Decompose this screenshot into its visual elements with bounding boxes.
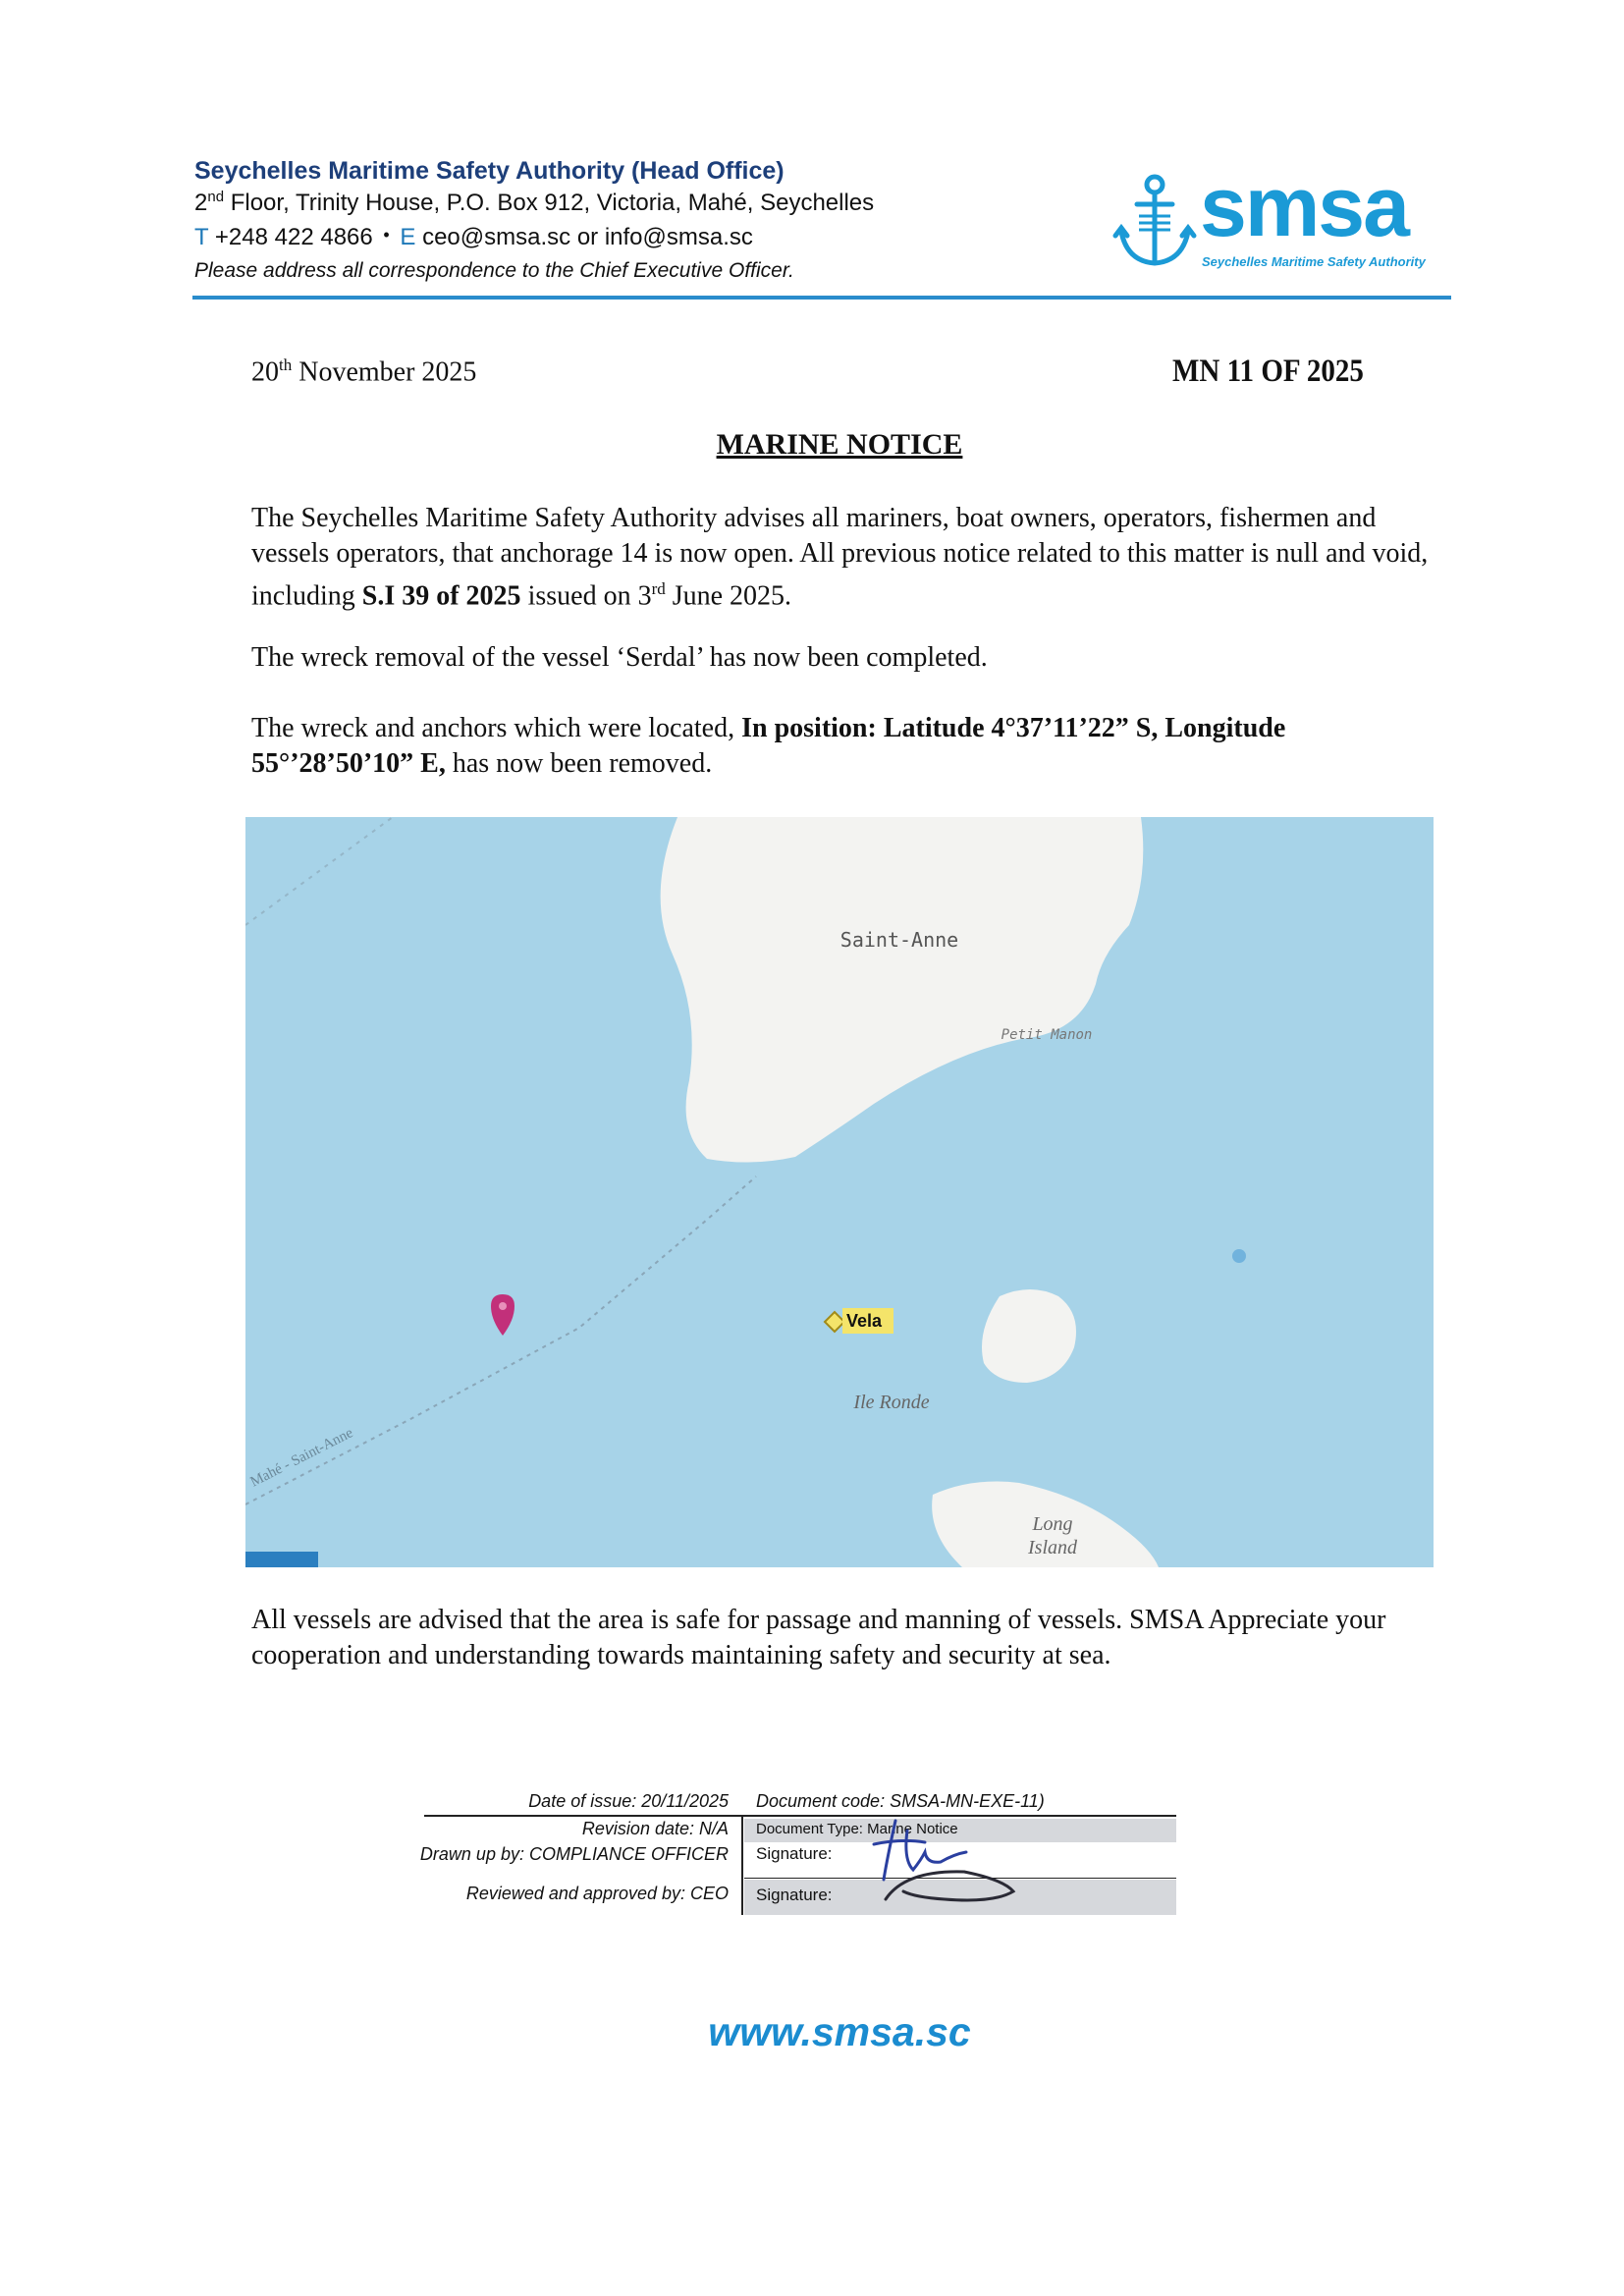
p1-sup: rd	[651, 579, 666, 598]
org-contact	[194, 224, 753, 251]
page-title: MARINE NOTICE	[716, 428, 963, 461]
logo-subtitle: Seychelles Maritime Safety Authority	[1202, 254, 1426, 269]
website-link[interactable]: www.smsa.sc	[708, 2009, 971, 2054]
map-label-petit-manon: Petit Manon	[1001, 1027, 1093, 1043]
address-text: Floor, Trinity House, P.O. Box 912, Victoria, Mahé, Seychelles	[224, 190, 875, 216]
map-label-saint-anne: Saint-Anne	[839, 928, 959, 952]
date-suffix: th	[279, 355, 293, 374]
map-label-route: Mahé - Saint-Anne	[247, 1425, 356, 1491]
correspondence-note: Please address all correspondence to the Chief Executive Officer.	[194, 259, 794, 282]
p3-bold-position: In position: Latitude 4°37’11’22” S, Longitude 55°’28’50’10” E,	[251, 713, 1286, 779]
notice-date	[251, 355, 476, 388]
handwritten-signature	[856, 1801, 1033, 1919]
doc-control-rule-top	[424, 1815, 1176, 1817]
header-rule	[192, 296, 1451, 300]
anchor-logo-icon	[1110, 171, 1200, 273]
date-of-issue: Date of issue: 20/11/2025	[528, 1791, 729, 1811]
document-code: Document code: SMSA-MN-EXE-11)	[756, 1791, 1045, 1811]
p3-text-a: The wreck and anchors which were located,	[251, 713, 742, 743]
p3-text-b: has now been removed.	[445, 748, 713, 779]
floor-number: 2	[194, 190, 208, 216]
signature-label-2: Signature:	[756, 1886, 833, 1904]
map-canvas	[245, 817, 1434, 1567]
revision-date: Revision date: N/A	[581, 1819, 729, 1838]
floor-suffix: nd	[207, 189, 225, 205]
p1-bold: S.I 39 of 2025	[361, 580, 521, 612]
map-label-vela: Vela	[846, 1311, 883, 1331]
p1-text-b: issued on 3	[520, 580, 652, 612]
paragraph-anchorage	[251, 501, 1430, 614]
phone-number[interactable]: +248 422 4866	[214, 224, 373, 250]
separator-bullet: •	[383, 225, 390, 245]
map-label-island: Island	[1028, 1537, 1077, 1558]
doc-control-divider	[741, 1817, 743, 1915]
map-label-ile-ronde: Ile Ronde	[853, 1392, 930, 1413]
p1-text-a: The Seychelles Maritime Safety Authority advises all mariners, boat owners, operators, fishermen and vessels operators, that anchorage 14 is now open. All previous notice related to this matter is null and void, including	[251, 503, 1429, 612]
org-address	[194, 189, 874, 217]
date-month-year: November 2025	[292, 356, 477, 388]
email-label: E	[400, 224, 416, 250]
reviewed-approved-by: Reviewed and approved by: CEO	[465, 1884, 729, 1903]
notice-number: MN 11 OF 2025	[1172, 354, 1364, 389]
paragraph-wreck-removal: The wreck removal of the vessel ‘Serdal’ has now been completed.	[251, 642, 988, 673]
signature-label-1: Signature:	[756, 1844, 833, 1863]
document-type: Document Type: Marine Notice	[756, 1821, 958, 1837]
date-day: 20	[251, 356, 279, 388]
drawn-up-by: Drawn up by: COMPLIANCE OFFICER	[419, 1844, 729, 1864]
org-name: Seychelles Maritime Safety Authority (Head Office)	[194, 157, 785, 185]
location-map	[245, 817, 1434, 1567]
logo-wordmark: smsa	[1200, 160, 1408, 254]
paragraph-safe-passage: All vessels are advised that the area is safe for passage and manning of vessels. SMSA Appreciate your cooperation and understanding towards maintaining safety and security at sea.	[251, 1605, 1386, 1670]
phone-label: T	[194, 224, 209, 250]
paragraph-position	[251, 711, 1430, 782]
email-addresses[interactable]: ceo@smsa.sc or info@smsa.sc	[422, 224, 753, 250]
map-label-long: Long	[1032, 1513, 1073, 1535]
p1-text-c: June 2025.	[665, 580, 792, 612]
